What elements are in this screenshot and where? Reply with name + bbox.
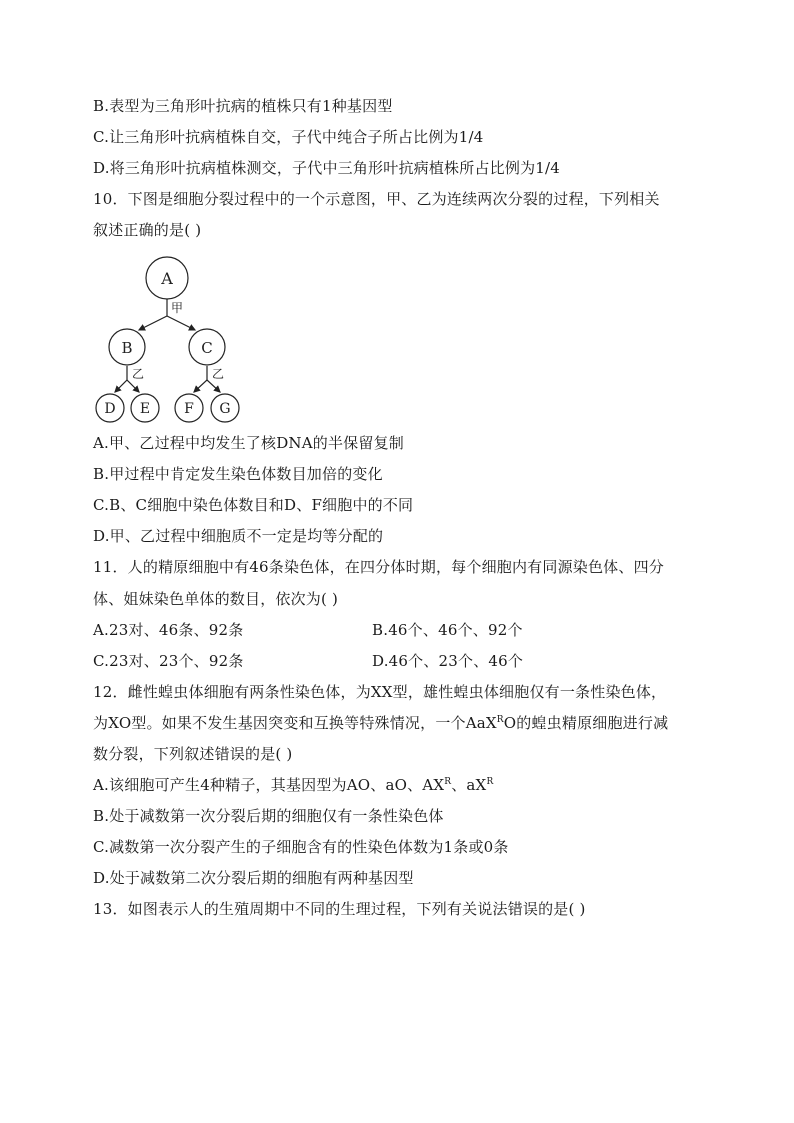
q10-stem-line2: 叙述正确的是( ) bbox=[93, 221, 202, 239]
q12-option-d: D.处于减数第二次分裂后期的细胞有两种基因型 bbox=[93, 869, 414, 887]
q11-option-b: B.46个、46个、92个 bbox=[372, 621, 523, 639]
arrow-b-to-d bbox=[115, 380, 127, 392]
q12-stem-line2-pre: 为XO型。如果不发生基因突变和互换等特殊情况，一个AaX bbox=[93, 714, 497, 732]
q10-option-c: C.B、C细胞中染色体数目和D、F细胞中的不同 bbox=[93, 496, 414, 514]
process-jia-label: 甲 bbox=[171, 301, 184, 315]
q12-stem-line1: 12．雌性蝗虫体细胞有两条性染色体，为XX型，雄性蝗虫体细胞仅有一条性染色体， bbox=[93, 683, 667, 701]
q11-option-c: C.23对、23个、92条 bbox=[93, 652, 244, 670]
q9-option-c: C.让三角形叶抗病植株自交，子代中纯合子所占比例为1/4 bbox=[93, 128, 484, 146]
arrow-c-to-g bbox=[207, 380, 220, 392]
q10-option-b: B.甲过程中肯定发生染色体数目加倍的变化 bbox=[93, 465, 383, 483]
q11-option-d: D.46个、23个、46个 bbox=[372, 652, 524, 670]
q10-stem-line1: 10．下图是细胞分裂过程中的一个示意图，甲、乙为连续两次分裂的过程，下列相关 bbox=[93, 190, 660, 208]
q12-stem-line2-post: O的蝗虫精原细胞进行减 bbox=[503, 714, 669, 732]
cell-f-label: F bbox=[184, 401, 194, 417]
q11-stem-line2: 体、姐妹染色单体的数目，依次为( ) bbox=[93, 590, 339, 608]
q10-option-d: D.甲、乙过程中细胞质不一定是均等分配的 bbox=[93, 527, 384, 545]
cell-c-label: C bbox=[201, 339, 213, 357]
q9-option-d: D.将三角形叶抗病植株测交，子代中三角形叶抗病植株所占比例为1/4 bbox=[93, 159, 561, 177]
q12-option-c: C.减数第一次分裂产生的子细胞含有的性染色体数为1条或0条 bbox=[93, 838, 509, 856]
cell-b-label: B bbox=[121, 339, 133, 357]
cell-a-label: A bbox=[161, 269, 173, 288]
q12-option-a bbox=[93, 775, 493, 795]
q11-stem-line1: 11．人的精原细胞中有46条染色体，在四分体时期，每个细胞内有同源染色体、四分 bbox=[93, 558, 664, 576]
q12-stem-line2 bbox=[93, 713, 668, 733]
arrow-a-to-c bbox=[167, 316, 195, 330]
arrow-b-to-e bbox=[127, 380, 139, 392]
q12-option-b: B.处于减数第一次分裂后期的细胞仅有一条性染色体 bbox=[93, 807, 444, 825]
arrow-c-to-f bbox=[194, 380, 207, 392]
q12-superscript-r: R bbox=[496, 715, 504, 725]
cell-division-diagram bbox=[93, 256, 253, 424]
cell-e-label: E bbox=[139, 401, 151, 417]
q12-stem-line3: 数分裂，下列叙述错误的是( ) bbox=[93, 745, 293, 763]
cell-g-label: G bbox=[219, 401, 231, 417]
q13-stem-line1: 13．如图表示人的生殖周期中不同的生理过程，下列有关说法错误的是( ) bbox=[93, 900, 586, 918]
arrow-a-to-b bbox=[139, 316, 167, 330]
process-yi-left-label: 乙 bbox=[132, 367, 145, 381]
q11-option-a: A.23对、46条、92条 bbox=[93, 621, 244, 639]
cell-d-label: D bbox=[104, 401, 116, 417]
q12-option-a-pre: A.该细胞可产生4种精子，其基因型为AO、aO、AX bbox=[93, 776, 445, 794]
q10-option-a: A.甲、乙过程中均发生了核DNA的半保留复制 bbox=[93, 434, 404, 452]
q12-option-a-sup2: R bbox=[486, 777, 494, 787]
process-yi-right-label: 乙 bbox=[212, 367, 225, 381]
q12-option-a-sup1: R bbox=[444, 777, 452, 787]
q9-option-b: B.表型为三角形叶抗病的植株只有1种基因型 bbox=[93, 97, 393, 115]
q12-option-a-mid: 、aX bbox=[451, 776, 487, 794]
